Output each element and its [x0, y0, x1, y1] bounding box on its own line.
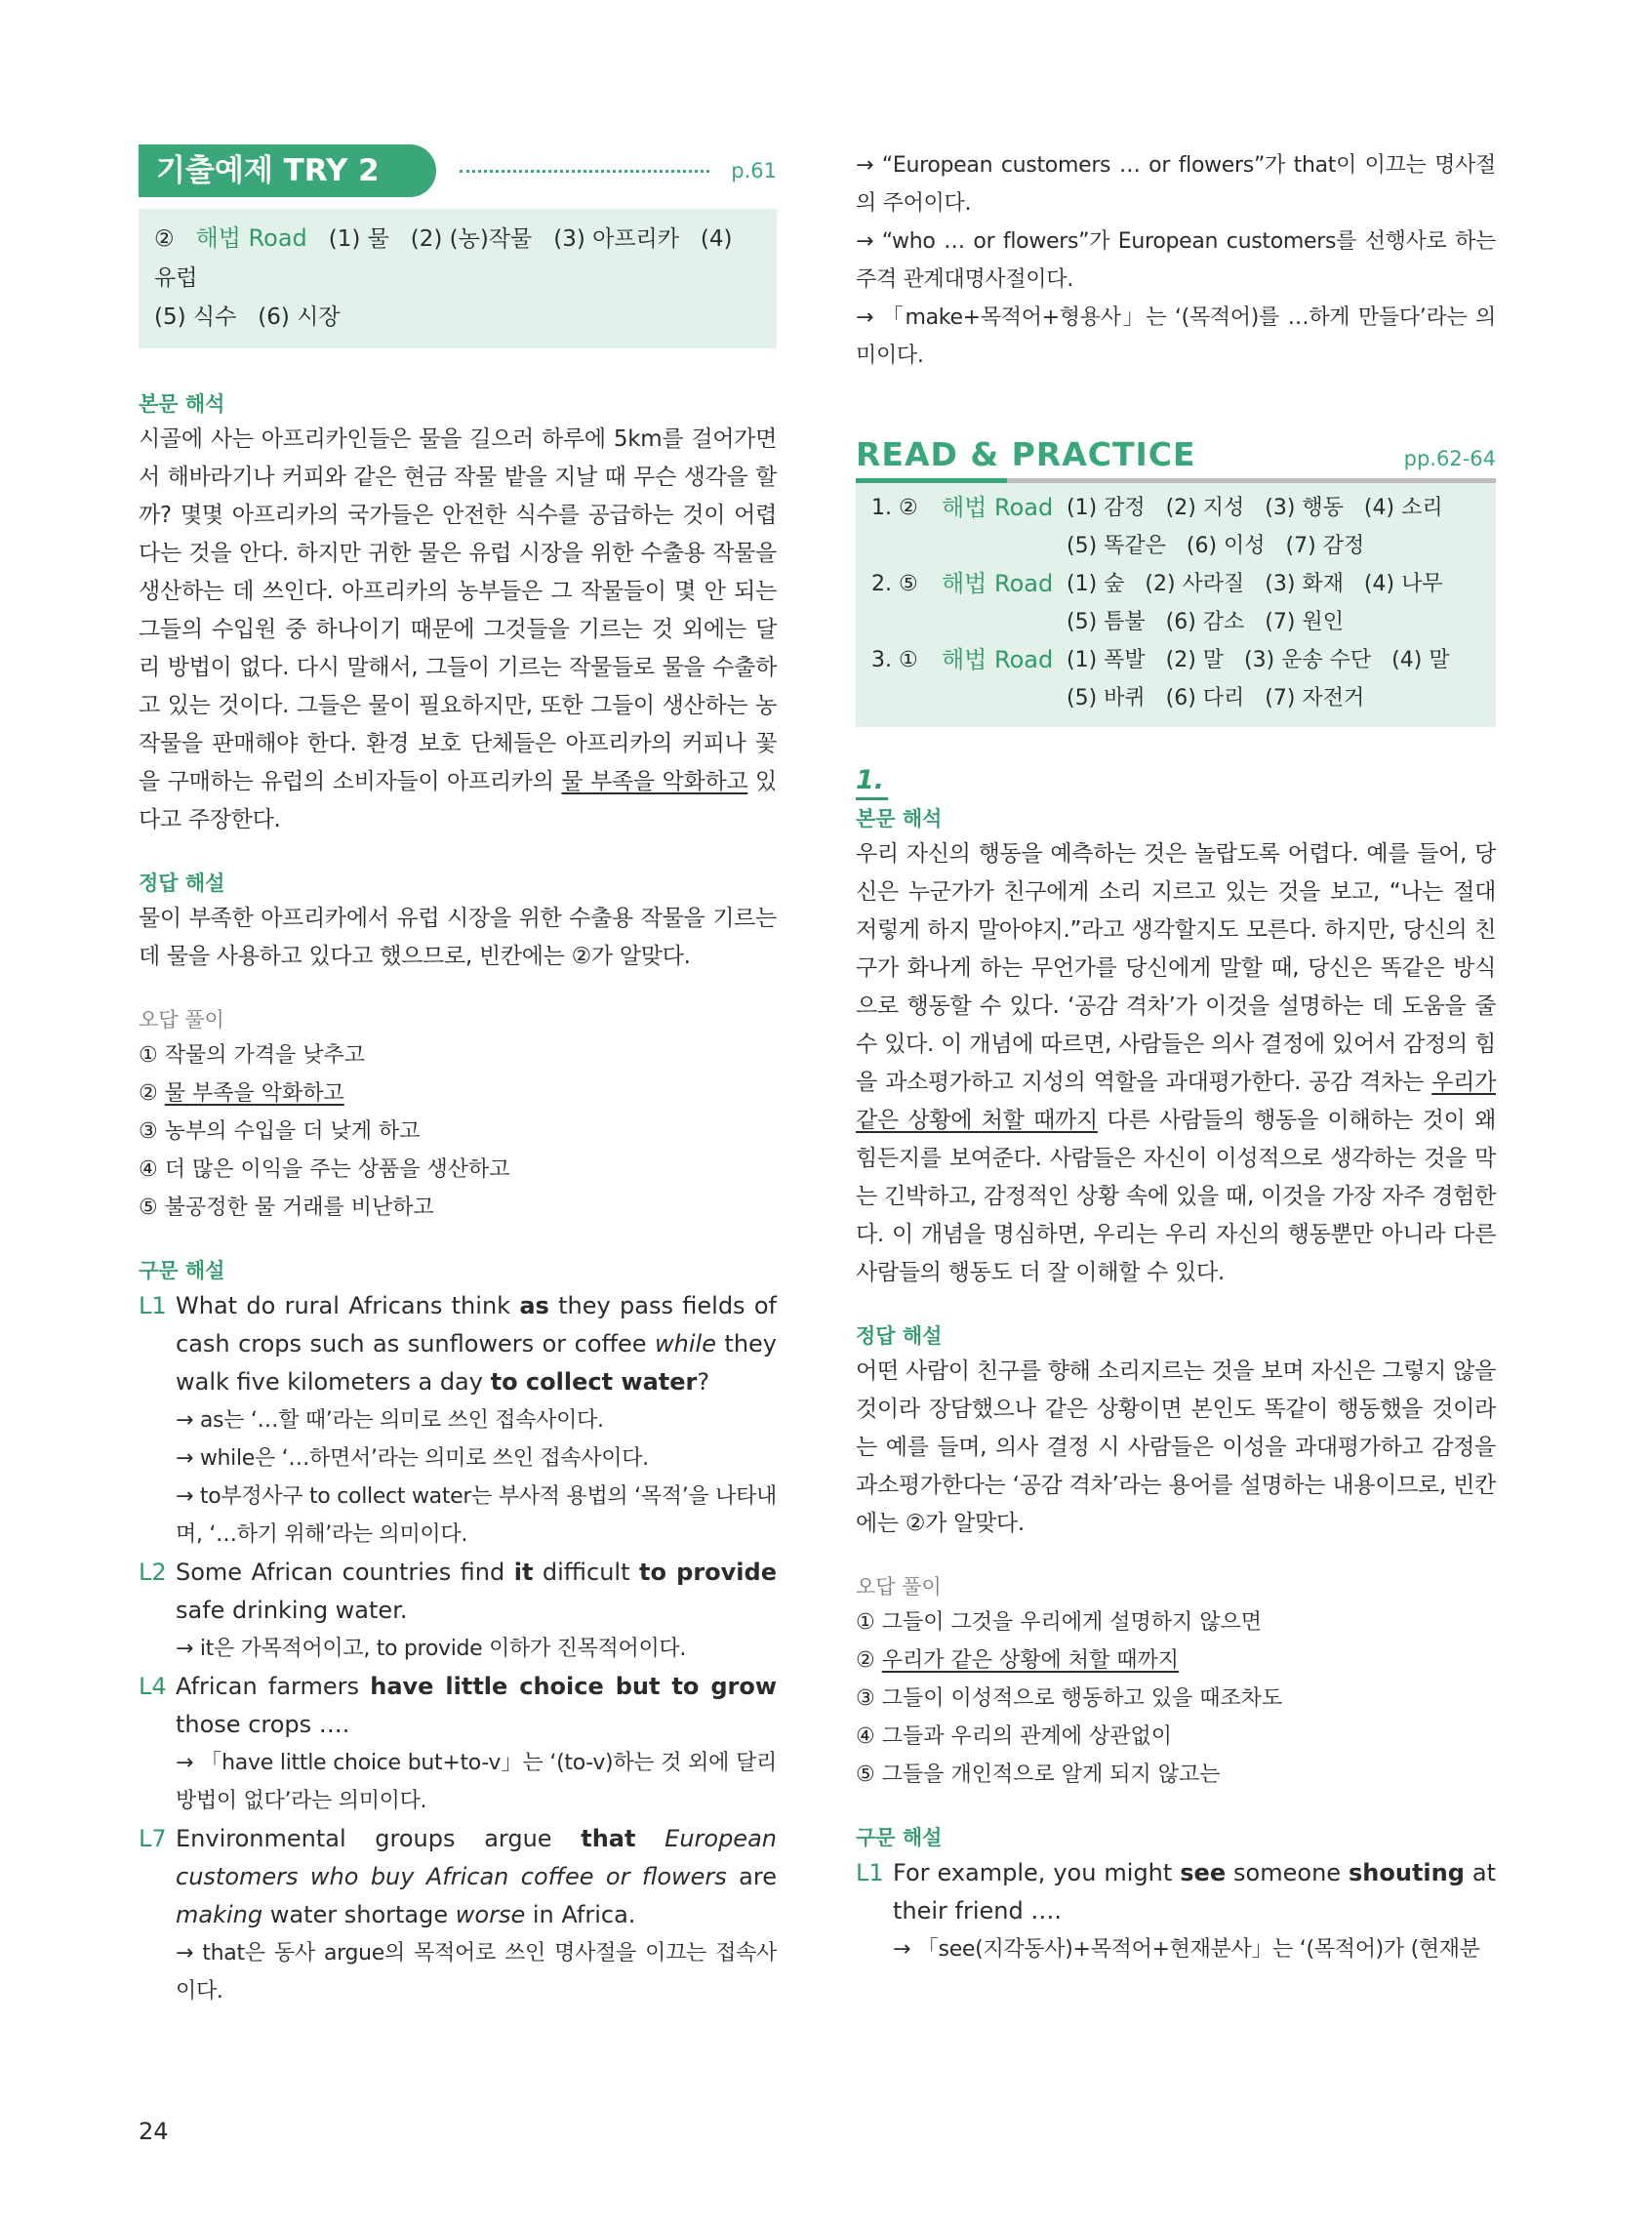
hint-item: (2) (농)작물: [410, 226, 533, 252]
translation-label: 본문 해석: [856, 807, 943, 831]
syntax-note: → that은 동사 argue의 목적어로 쓰인 명사절을 이끄는 접속사이다.: [176, 1941, 777, 2004]
option-item: ④ 더 많은 이익을 주는 상품을 생산하고: [139, 1157, 510, 1182]
answer-explanation-text: 물이 부족한 아프리카에서 유럽 시장을 위한 수출용 작물을 기르는 데 물을 사용하고 있다고 했으므로, 빈칸에는 ②가 알맞다.: [139, 906, 777, 969]
syntax-note: → 「make+목적어+형용사」는 ‘(목적어)를 …하게 만들다’라는 의미이다.: [856, 305, 1496, 368]
read-practice-answers: [856, 483, 1496, 727]
option-item: ⑤ 불공정한 물 거래를 비난하고: [139, 1196, 434, 1220]
translation-text: 우리 자신의 행동을 예측하는 것은 놀랍도록 어렵다. 예를 들어, 당신은 누군가가 친구에게 소리 지르고 있는 것을 보고, “나는 절대 저렇게 하지 말아야지.”라고 생각할지도 모른다. 하지만, 당신의 친구가 화나게 하는 무언가를 당신에게 말할 때, 당신은 똑같은 방식으로 행동할 수 있다. ‘공감 격차’가 이것을 설명하는 데 도움을 줄 수 있다. 이 개념에 따르면, 사람들은 의사 결정에 있어서 감정의 힘을 과소평가하고 지성의 역할을 과대평가한다. 공감 격차는 우리가 같은 상황에 처할 때까지 다른 사람들의 행동을 이해하는 것이 왜 힘든지를 보여준다. 사람들은 자신이 이성적으로 생각하는 것을 막는 긴박하고, 감정적인 상황 속에 있을 때, 이것을 가장 자주 경험한다. 이 개념을 명심하면, 우리는 우리 자신의 행동뿐만 아니라 다른 사람들의 행동도 더 잘 이해할 수 있다.: [856, 841, 1496, 1285]
wrong-options-list: [139, 1036, 777, 1227]
answer-row: 3. ① 해법 Road (1) 폭발 (2) 말 (3) 운송 수단 (4) 말 (5) 바퀴 (6) 다리 (7) 자전거: [871, 646, 1450, 710]
syntax-note: → “who … or flowers”가 European customers를 선행사로 하는 주격 관계대명사절이다.: [856, 229, 1496, 292]
option-item: ② 물 부족을 악화하고: [139, 1081, 344, 1106]
syntax-note: → to부정사구 to collect water는 부사적 용법의 ‘목적’을 나타내며, ‘…하기 위해’라는 의미이다.: [176, 1484, 777, 1547]
syntax-note: → while은 ‘…하면서’라는 의미로 쓰인 접속사이다.: [176, 1446, 649, 1471]
syntax-note: → “European customers … or flowers”가 that이 이끄는 명사절의 주어이다.: [856, 153, 1496, 216]
translation-text: 시골에 사는 아프리카인들은 물을 길으러 하루에 5km를 걸어가면서 해바라기나 커피와 같은 현금 작물 밭을 지날 때 무슨 생각을 할까? 몇몇 아프리카의 국가들은 안전한 식수를 공급하는 것이 어렵다는 것을 안다. 하지만 귀한 물은 유럽 시장을 위한 수출용 작물을 생산하는 데 쓰인다. 아프리카의 농부들은 그 작물들이 몇 안 되는 그들의 수입원 중 하나이기 때문에 그것들을 기르는 것 외에는 달리 방법이 없다. 다시 말해서, 그들이 기르는 작물들로 물을 수출하고 있는 것이다. 그들은 물이 필요하지만, 또한 그들이 생산하는 농작물을 판매해야 한다. 환경 보호 단체들은 아프리카의 커피나 꽃을 구매하는 유럽의 소비자들이 아프리카의 물 부족을 악화하고 있다고 주장한다.: [139, 426, 777, 832]
wrong-options-label: 오답 풀이: [856, 1575, 942, 1599]
dotted-leader: [460, 170, 710, 173]
hint-item: (3) 아프리카: [553, 226, 679, 252]
hint-item: (1) 물: [328, 226, 389, 252]
option-item: ② 우리가 같은 상황에 처할 때까지: [856, 1648, 1179, 1673]
wrong-options-label: 오답 풀이: [139, 1008, 224, 1032]
answer-row: 1. ② 해법 Road (1) 감정 (2) 지성 (3) 행동 (4) 소리 (5) 똑같은 (6) 이성 (7) 감정: [871, 494, 1443, 558]
read-practice-header: [856, 431, 1496, 483]
translation-label: 본문 해석: [139, 392, 225, 416]
page-number: 24: [139, 2118, 169, 2145]
try-title: 기출예제 TRY 2: [139, 144, 436, 197]
option-item: ① 작물의 가격을 낮추고: [139, 1043, 365, 1068]
answer-explanation-text: 어떤 사람이 친구를 향해 소리지르는 것을 보며 자신은 그렇지 않을 것이라 장담했으나 같은 상황이면 본인도 똑같이 행동했을 것이라는 예를 들며, 의사 결정 시 사람들은 이성을 과대평가하고 감정을 과소평가한다는 ‘공감 격차’라는 용어를 설명하는 내용이므로, 빈칸에는 ②가 알맞다.: [856, 1358, 1496, 1536]
answer-explanation-label: 정답 해설: [856, 1324, 943, 1348]
syntax-label: 구문 해설: [139, 1259, 225, 1282]
answer-explanation-label: 정답 해설: [139, 871, 225, 895]
hint-item: (5) 식수: [154, 304, 237, 330]
wrong-options-list: [856, 1603, 1496, 1794]
answer-row: 2. ⑤ 해법 Road (1) 숲 (2) 사라질 (3) 화재 (4) 나무 (5) 틈불 (6) 감소 (7) 원인: [871, 570, 1443, 634]
syntax-line-L7: L7 Environmental groups argue that European customers who buy African coffee or flowers are making water shortage worse in Africa.: [139, 1825, 777, 1928]
road-label: 해법 Road: [195, 224, 307, 252]
option-item: ③ 농부의 수입을 더 낮게 하고: [139, 1119, 421, 1144]
hint-item: (6) 시장: [258, 304, 341, 330]
syntax-note: → as는 ‘…할 때’라는 의미로 쓰인 접속사이다.: [176, 1408, 604, 1433]
syntax-label: 구문 해설: [856, 1826, 943, 1849]
option-item: ① 그들이 그것을 우리에게 설명하지 않으면: [856, 1610, 1262, 1635]
option-item: ⑤ 그들을 개인적으로 알게 되지 않고는: [856, 1763, 1221, 1787]
read-practice-title: READ & PRACTICE: [856, 435, 1196, 473]
option-item: ③ 그들이 이성적으로 행동하고 있을 때조차도: [856, 1686, 1283, 1711]
answer-number: ②: [154, 226, 175, 252]
right-column: [856, 146, 1496, 1968]
hint-item: (4) 유럽: [154, 226, 733, 291]
syntax-note: → 「see(지각동사)+목적어+현재분사」는 ‘(목적어)가 (현재분: [893, 1937, 1480, 1962]
syntax-note: → it은 가목적어이고, to provide 이하가 진목적어이다.: [176, 1637, 687, 1661]
page-ref: pp.62-64: [1403, 447, 1496, 470]
question-number: 1.: [856, 764, 888, 800]
page-ref: p.61: [731, 159, 777, 182]
option-item: ④ 그들과 우리의 관계에 상관없이: [856, 1724, 1172, 1749]
syntax-note: → 「have little choice but+to-v」는 ‘(to-v)하는 것 외에 달리 방법이 없다’라는 의미이다.: [176, 1751, 777, 1813]
try-header: [139, 144, 777, 197]
answer-box: [139, 209, 777, 348]
syntax-line-L1: L1 For example, you might see someone shouting at their friend ….: [856, 1859, 1496, 1925]
syntax-line-L1: L1 What do rural Africans think as they pass fields of cash crops such as sunflowers or coffee while they walk five kilometers a day to collect water?: [139, 1292, 778, 1396]
syntax-line-L4: L4 African farmers have little choice but to grow those crops ….: [139, 1673, 777, 1738]
left-column: [139, 144, 777, 2010]
title-accent-bar: [856, 478, 1007, 483]
syntax-line-L2: L2 Some African countries find it difficult to provide safe drinking water.: [139, 1559, 777, 1624]
